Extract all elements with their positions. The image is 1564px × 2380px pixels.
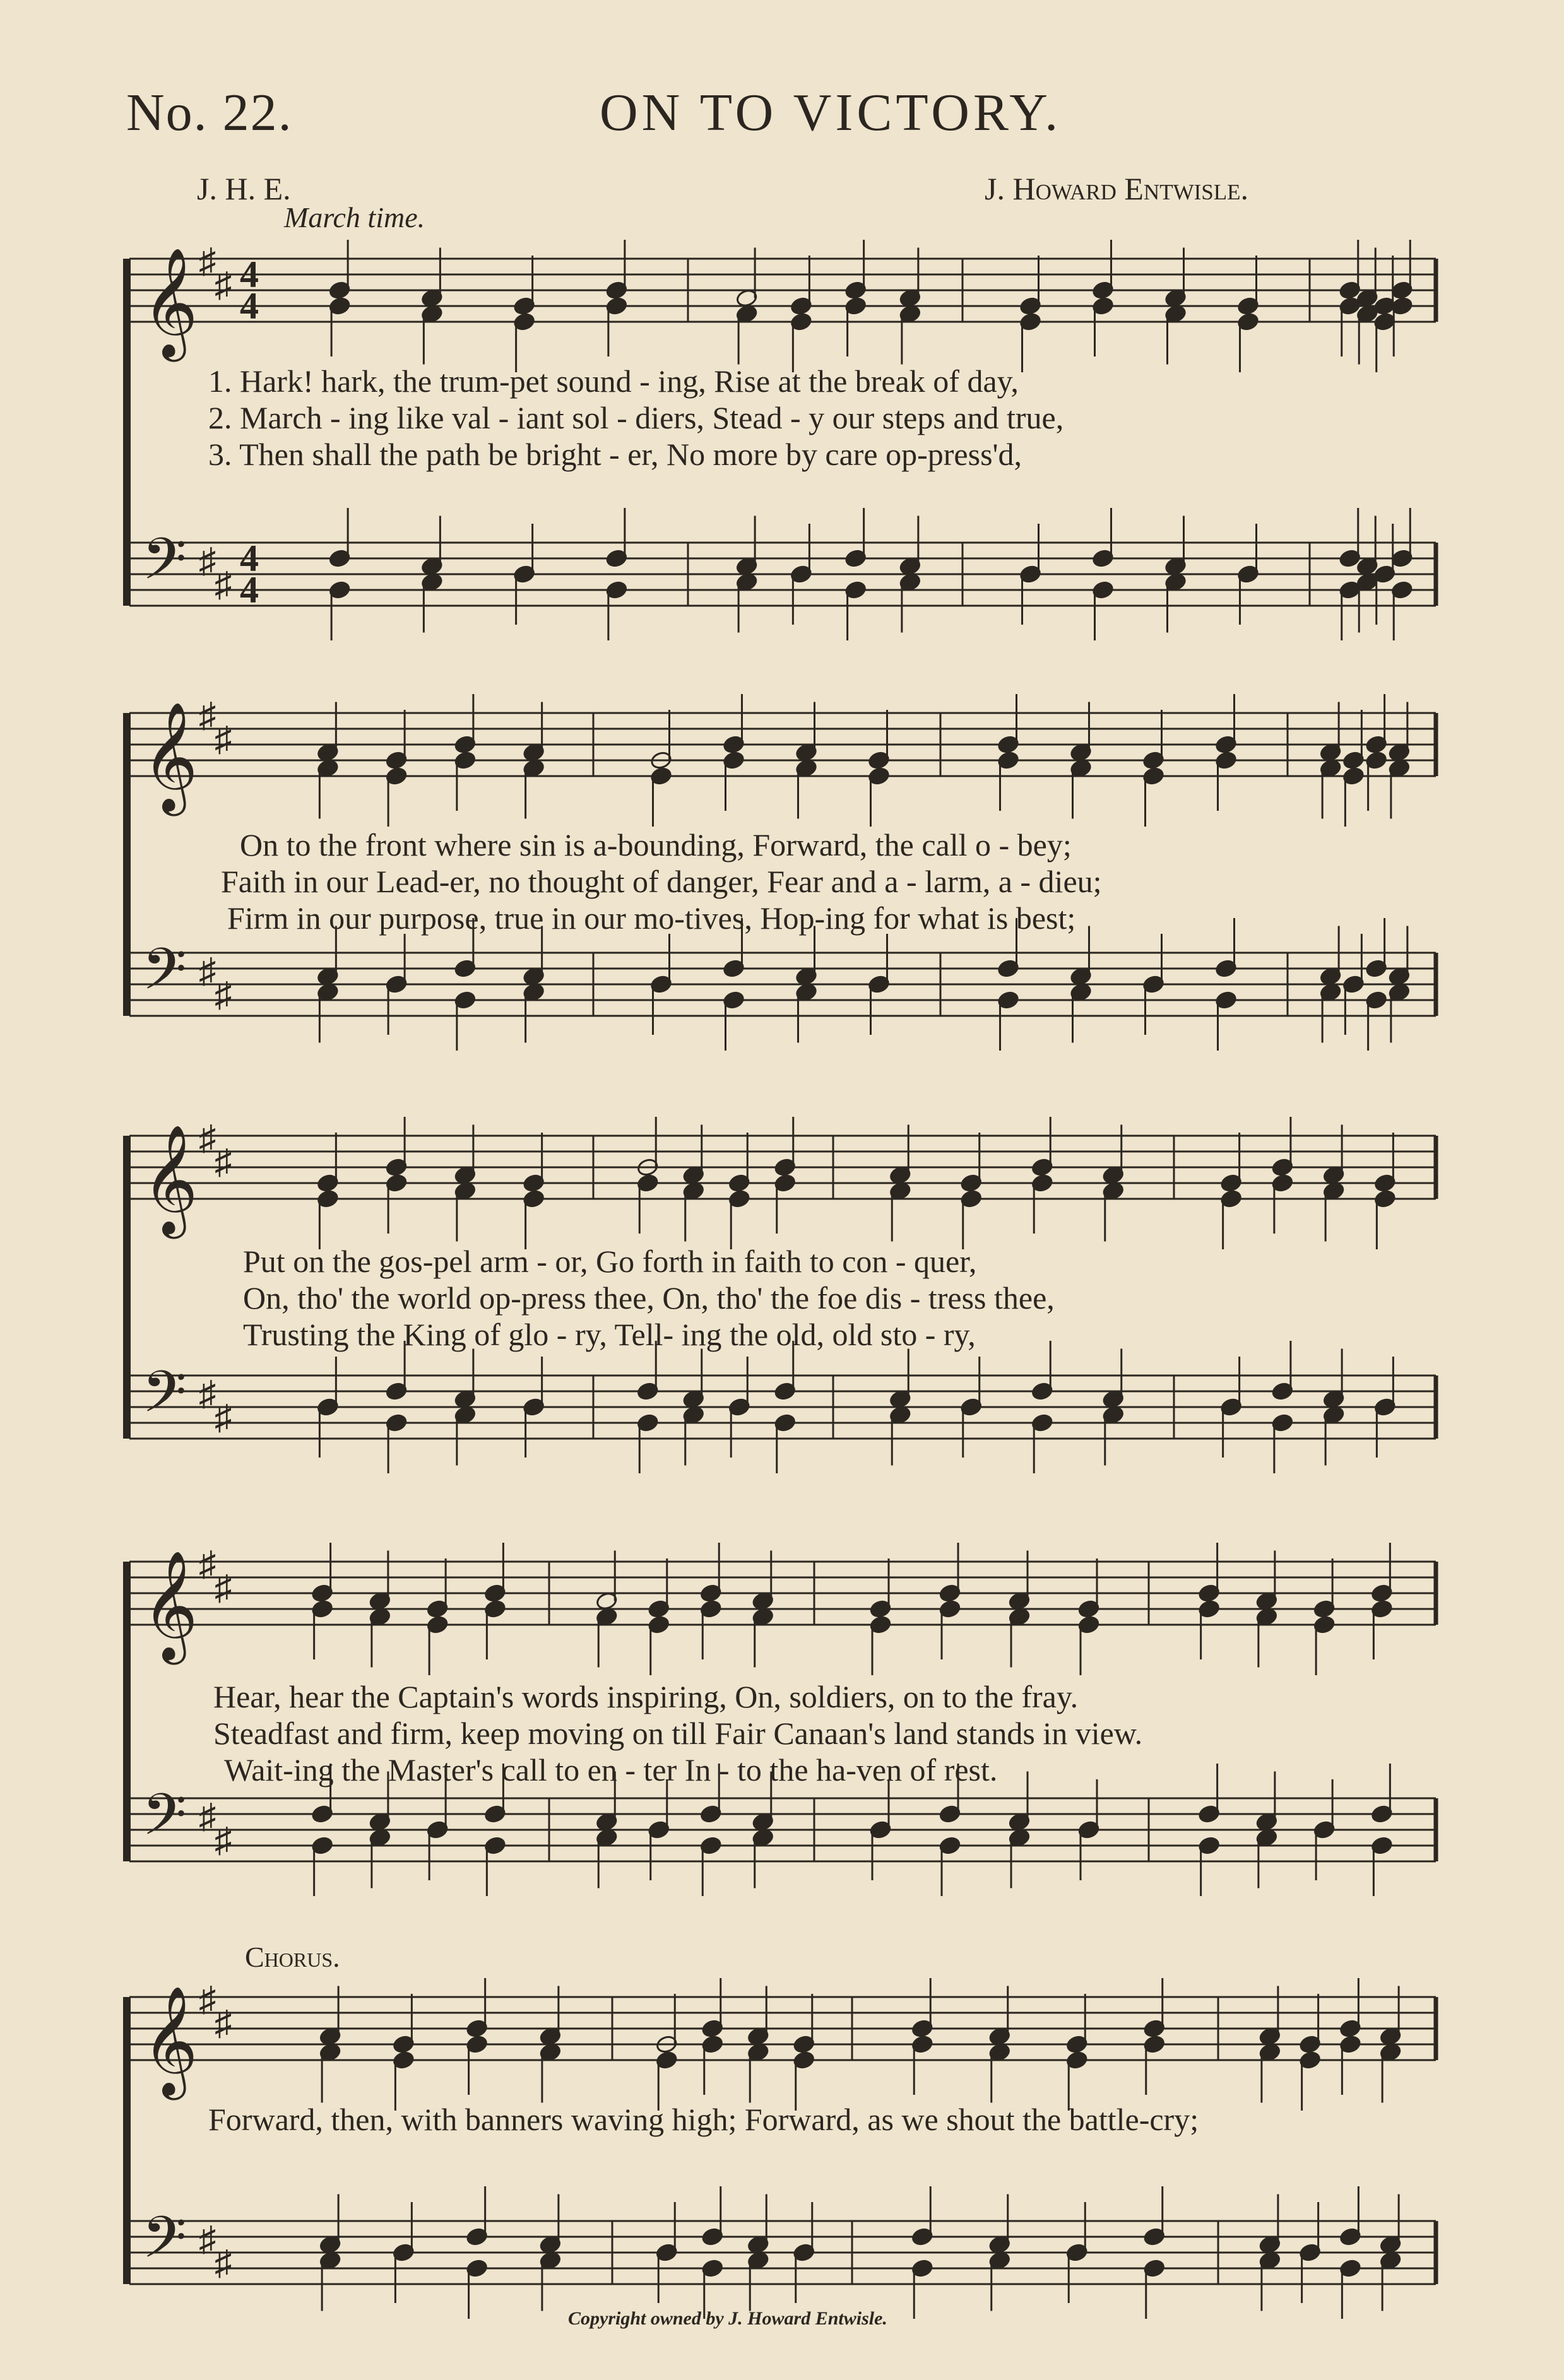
lyric-line: 3. Then shall the path be bright - er, No more by care op-press'd, <box>208 437 1022 472</box>
sharp-sign: ♯ <box>215 975 232 1014</box>
time-signature: 4 <box>240 285 259 327</box>
lyric-line: 1. Hark! hark, the trum-pet sound - ing, Rise at the break of day, <box>208 363 1019 399</box>
sharp-sign: ♯ <box>215 1821 232 1859</box>
bass-clef: 𝄢 <box>142 526 187 606</box>
lyric-line: On to the front where sin is a-bounding, Forward, the call o - bey; <box>240 827 1072 863</box>
treble-clef: 𝄞 <box>142 1986 198 2095</box>
time-signature: 4 <box>240 254 259 295</box>
treble-clef: 𝄞 <box>142 1550 198 1660</box>
sharp-sign: ♯ <box>199 1545 216 1583</box>
sharp-sign: ♯ <box>199 541 216 580</box>
lyric-line: Hear, hear the Captain's words inspiring, On, soldiers, on to the fray. <box>213 1679 1079 1714</box>
sharp-sign: ♯ <box>215 1143 232 1181</box>
tempo-marking: March time. <box>284 201 425 233</box>
sharp-sign: ♯ <box>199 696 216 734</box>
sharp-sign: ♯ <box>215 565 232 604</box>
time-signature: 4 <box>240 538 259 579</box>
sharp-sign: ♯ <box>215 1398 232 1437</box>
sharp-sign: ♯ <box>199 1119 216 1157</box>
treble-clef: 𝄞 <box>142 247 198 357</box>
sharp-sign: ♯ <box>199 1797 216 1835</box>
lyric-line: Steadfast and firm, keep moving on till Fair Canaan's land stands in view. <box>213 1716 1143 1751</box>
composer-credit: J. Howard Entwisle. <box>985 171 1249 206</box>
sharp-sign: ♯ <box>215 1569 232 1607</box>
lyric-line: Faith in our Lead-er, no thought of danger, Fear and a - larm, a - dieu; <box>221 864 1102 899</box>
sharp-sign: ♯ <box>199 1980 216 2018</box>
lyric-line: Forward, then, with banners waving high; Forward, as we shout the battle-cry; <box>208 2102 1199 2137</box>
time-signature: 4 <box>240 569 259 611</box>
hymn-number: No. 22. <box>126 83 293 142</box>
lyric-line: Put on the gos-pel arm - or, Go forth in faith to con - quer, <box>243 1244 977 1279</box>
treble-clef: 𝄞 <box>142 702 198 811</box>
bass-clef: 𝄢 <box>142 2204 187 2285</box>
bass-clef: 𝄢 <box>142 1781 187 1862</box>
sharp-sign: ♯ <box>199 1374 216 1413</box>
hymn-title: ON TO VICTORY. <box>600 83 1062 142</box>
sharp-sign: ♯ <box>215 720 232 758</box>
lyricist-credit: J. H. E. <box>197 171 291 206</box>
chorus-label: Chorus. <box>245 1941 340 1973</box>
sharp-sign: ♯ <box>199 2220 216 2258</box>
bass-clef: 𝄢 <box>142 936 187 1016</box>
lyric-line: Wait-ing the Master's call to en - ter In - to the ha-ven of rest. <box>224 1752 998 1788</box>
lyric-line: On, tho' the world op-press thee, On, tho' the foe dis - tress thee, <box>243 1280 1055 1316</box>
lyric-line: Trusting the King of glo - ry, Tell- ing the old, old sto - ry, <box>243 1317 976 1352</box>
treble-clef: 𝄞 <box>142 1124 198 1234</box>
copyright-notice: Copyright owned by J. Howard Entwisle. <box>568 2308 887 2329</box>
sharp-sign: ♯ <box>215 266 232 304</box>
lyric-line: Firm in our purpose, true in our mo-tives, Hop-ing for what is best; <box>227 900 1076 936</box>
sharp-sign: ♯ <box>215 2244 232 2282</box>
sharp-sign: ♯ <box>215 2004 232 2042</box>
sharp-sign: ♯ <box>199 951 216 990</box>
bass-clef: 𝄢 <box>142 1358 187 1439</box>
lyric-line: 2. March - ing like val - iant sol - diers, Stead - y our steps and true, <box>208 400 1064 435</box>
sharp-sign: ♯ <box>199 242 216 280</box>
